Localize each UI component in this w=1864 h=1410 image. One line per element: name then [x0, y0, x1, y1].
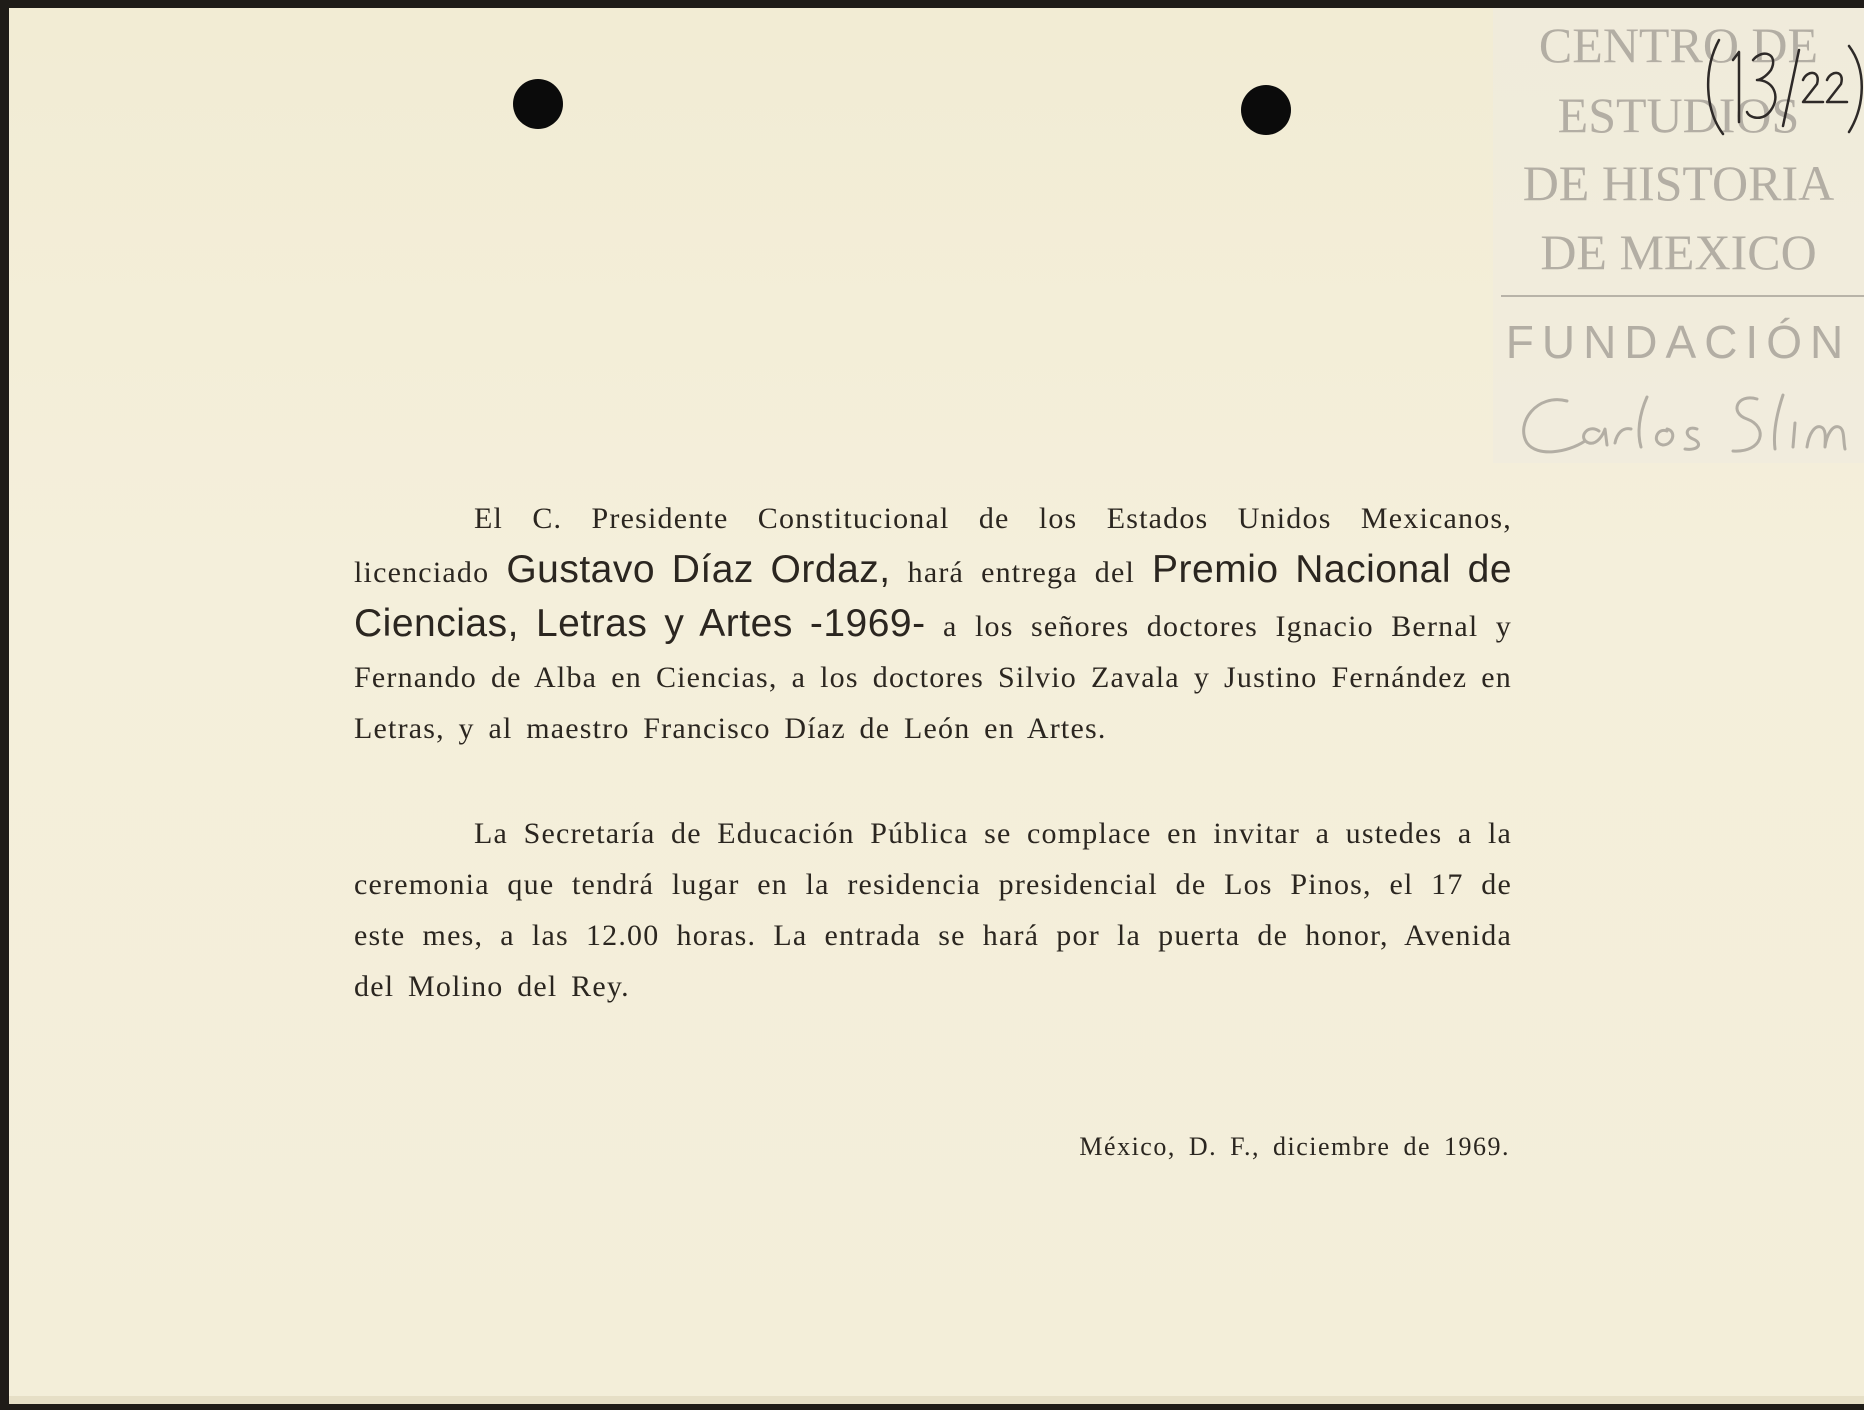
handwritten-folio-number [1699, 30, 1864, 140]
invitation-paragraph-1 [354, 493, 1512, 754]
invitation-text: El C. Presidente Constitucional de los Estados Unidos Mexicanos, licenciado [354, 502, 1512, 589]
dateline: México, D. F., diciembre de 1969. [1079, 1132, 1510, 1161]
prize-name: Premio Nacional de Ciencias, Letras y Artes -1969- [354, 548, 1513, 645]
stamp-line: CENTRO DE [1538, 17, 1819, 73]
punch-hole-left [513, 79, 563, 129]
handwriting-icon [1699, 30, 1864, 140]
signature-icon [1507, 383, 1857, 463]
stamp-line: DE MEXICO [1540, 224, 1817, 280]
stamp-line: ESTUDIOS [1557, 87, 1800, 143]
invitation-paragraph-2: La Secretaría de Educación Pública se complace en invitar a ustedes a la ceremonia que tendrá lugar en la residencia presidencial de Los Pinos, el 17 de este mes, a las 12.00 horas. La entrada se hará por la puerta de honor, Avenida del Molino del Rey. [354, 817, 1512, 1003]
stamp-line: DE HISTORIA [1522, 155, 1835, 211]
stamp-foundation-label: FUNDACIÓN [1505, 316, 1852, 368]
invitation-text: a los señores doctores Ignacio Bernal y Fernando de Alba en Ciencias, a los doctores Silvio Zavala y Justino Fernández en Letras, y al maestro Francisco Díaz de León en Artes. [354, 610, 1512, 745]
invitation-card [9, 8, 1864, 1404]
president-name: Gustavo Díaz Ordaz, [506, 548, 891, 591]
punch-hole-right [1241, 85, 1291, 135]
stamp-divider [1501, 295, 1864, 297]
invitation-text: hará entrega del [907, 556, 1136, 589]
stamp-signature-logo [1507, 383, 1857, 463]
